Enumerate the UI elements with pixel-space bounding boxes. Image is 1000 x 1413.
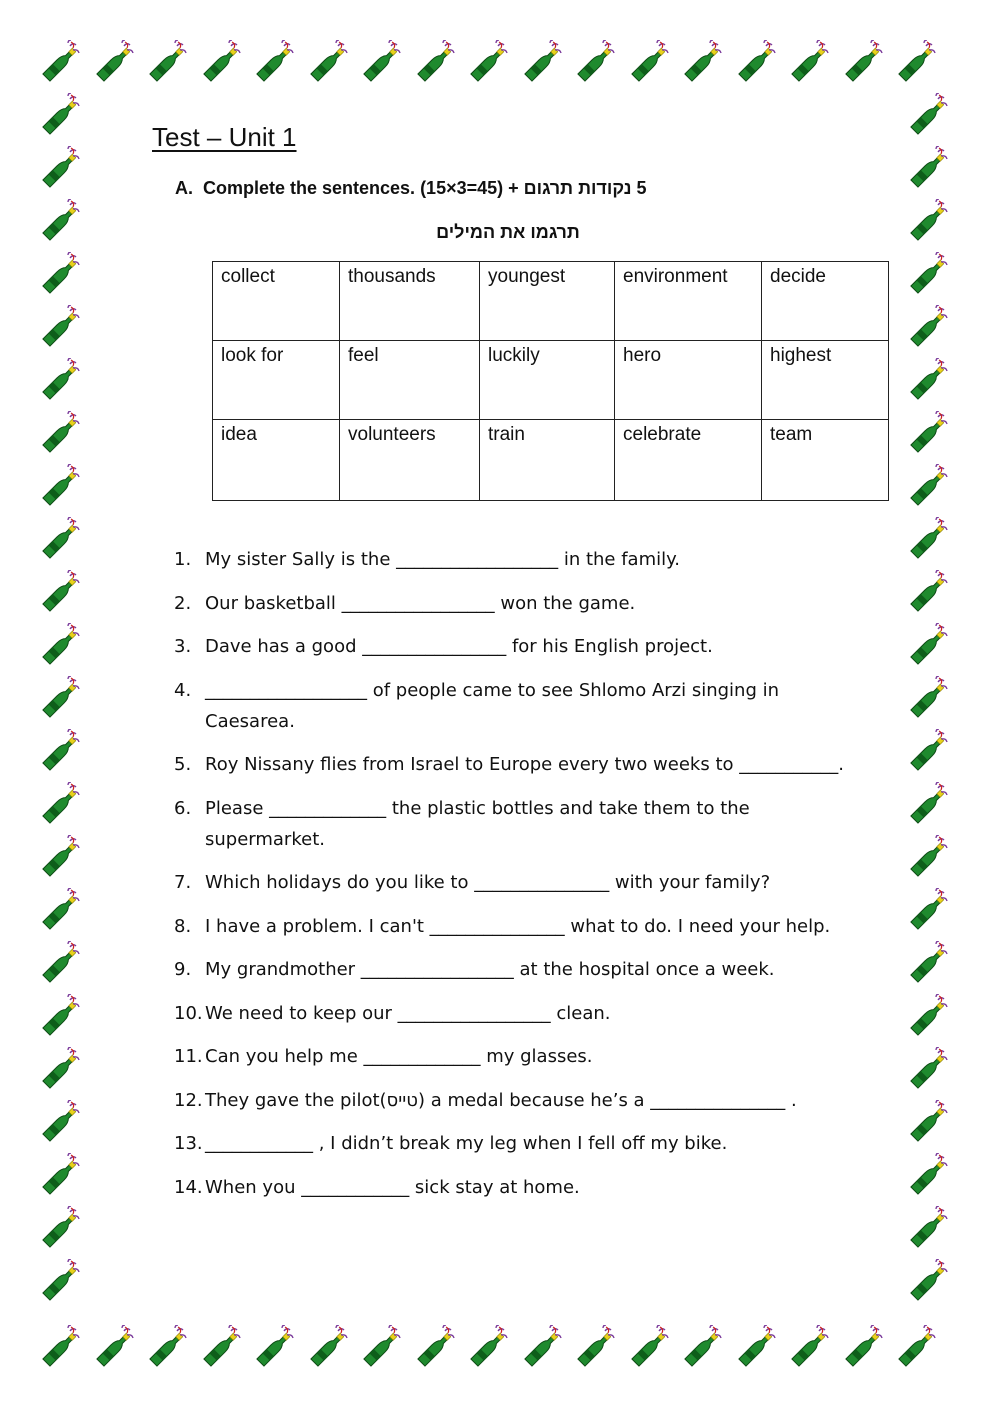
question-text: My sister Sally is the __________________ in the family. <box>205 549 680 570</box>
champagne-bottle-icon <box>201 40 245 84</box>
champagne-bottle-icon <box>908 782 952 826</box>
question-item <box>174 749 854 780</box>
champagne-bottle-icon <box>736 1325 780 1369</box>
question-number: 4. <box>174 679 192 701</box>
question-number: 11. <box>174 1046 203 1067</box>
champagne-bottle-icon <box>254 40 298 84</box>
word-bank-cell: thousands <box>340 262 480 341</box>
champagne-bottle-icon <box>908 570 952 614</box>
question-item <box>174 998 854 1029</box>
champagne-bottle-icon <box>40 676 84 720</box>
question-text: Which holidays do you like to _______________ with your family? <box>205 872 771 893</box>
champagne-bottle-icon <box>908 676 952 720</box>
word-bank-cell: feel <box>340 341 480 420</box>
champagne-bottle-icon <box>908 517 952 561</box>
champagne-bottle-icon <box>908 1047 952 1091</box>
champagne-bottle-icon <box>843 40 887 84</box>
champagne-bottle-icon <box>40 888 84 932</box>
champagne-bottle-icon <box>896 40 940 84</box>
question-text: ____________ , I didn’t break my leg when I fell off my bike. <box>205 1133 728 1154</box>
question-text: __________________ of people came to see Shlomo Arzi singing in Caesarea. <box>205 679 780 732</box>
question-text: Dave has a good ________________ for his English project. <box>205 636 713 657</box>
page-title: Test – Unit 1 <box>152 122 297 152</box>
champagne-bottle-icon <box>896 1325 940 1369</box>
champagne-bottle-icon <box>908 835 952 879</box>
champagne-bottle-icon <box>468 1325 512 1369</box>
champagne-bottle-icon <box>361 1325 405 1369</box>
champagne-bottle-icon <box>40 570 84 614</box>
word-bank-row <box>213 341 889 420</box>
champagne-bottle-icon <box>147 1325 191 1369</box>
word-bank-cell: collect <box>213 262 340 341</box>
champagne-bottle-icon <box>575 40 619 84</box>
word-bank-table <box>212 261 889 501</box>
champagne-bottle-icon <box>908 1206 952 1250</box>
question-text: My grandmother _________________ at the hospital once a week. <box>205 959 775 980</box>
word-bank-cell: team <box>762 420 889 501</box>
champagne-bottle-icon <box>40 1047 84 1091</box>
champagne-bottle-icon <box>40 517 84 561</box>
section-a-heading <box>175 178 647 199</box>
champagne-bottle-icon <box>908 623 952 667</box>
champagne-bottle-icon <box>629 40 673 84</box>
champagne-bottle-icon <box>40 782 84 826</box>
question-item <box>174 588 854 619</box>
question-item <box>174 1172 854 1203</box>
word-bank-row <box>213 262 889 341</box>
champagne-bottle-icon <box>40 941 84 985</box>
champagne-bottle-icon <box>415 1325 459 1369</box>
champagne-bottle-icon <box>908 1153 952 1197</box>
champagne-bottle-icon <box>40 146 84 190</box>
champagne-bottle-icon <box>361 40 405 84</box>
word-bank-cell: luckily <box>480 341 615 420</box>
question-number: 2. <box>174 592 192 614</box>
question-number: 5. <box>174 754 192 775</box>
question-item <box>174 631 854 662</box>
champagne-bottle-icon <box>629 1325 673 1369</box>
question-item <box>174 911 854 942</box>
champagne-bottle-icon <box>40 1206 84 1250</box>
word-bank-cell: hero <box>615 341 762 420</box>
question-item <box>174 954 854 985</box>
champagne-bottle-icon <box>40 411 84 455</box>
champagne-bottle-icon <box>40 464 84 508</box>
champagne-bottle-icon <box>40 1153 84 1197</box>
champagne-bottle-icon <box>908 729 952 773</box>
question-list <box>174 544 854 1215</box>
word-bank-cell: highest <box>762 341 889 420</box>
champagne-bottle-icon <box>40 40 84 84</box>
word-bank-cell: train <box>480 420 615 501</box>
word-bank-cell: youngest <box>480 262 615 341</box>
champagne-bottle-icon <box>40 1100 84 1144</box>
word-bank-row <box>213 420 889 501</box>
champagne-bottle-icon <box>40 729 84 773</box>
question-text: Our basketball _________________ won the game. <box>205 592 636 614</box>
question-number: 7. <box>174 872 192 893</box>
champagne-bottle-icon <box>908 888 952 932</box>
question-text: Can you help me _____________ my glasses. <box>205 1046 593 1067</box>
champagne-bottle-icon <box>908 305 952 349</box>
question-text: They gave the pilot(טייס) a medal because he’s a _______________ . <box>205 1089 797 1111</box>
word-bank-cell: idea <box>213 420 340 501</box>
champagne-bottle-icon <box>908 199 952 243</box>
question-text: Please _____________ the plastic bottles and take them to the supermarket. <box>205 797 750 850</box>
section-heading-hebrew: 5 נקודות תרגום <box>523 178 647 198</box>
champagne-bottle-icon <box>40 994 84 1038</box>
champagne-bottle-icon <box>40 93 84 137</box>
champagne-bottle-icon <box>843 1325 887 1369</box>
champagne-bottle-icon <box>682 40 726 84</box>
champagne-bottle-icon <box>522 1325 566 1369</box>
champagne-bottle-icon <box>147 40 191 84</box>
champagne-bottle-icon <box>908 146 952 190</box>
champagne-bottle-icon <box>254 1325 298 1369</box>
question-number: 12. <box>174 1089 203 1111</box>
question-item <box>174 1041 854 1072</box>
question-text: I have a problem. I can't _______________ what to do. I need your help. <box>205 915 831 937</box>
question-number: 14. <box>174 1176 203 1198</box>
section-marker: A. <box>175 178 193 198</box>
champagne-bottle-icon <box>40 1259 84 1303</box>
champagne-bottle-icon <box>789 1325 833 1369</box>
champagne-bottle-icon <box>94 1325 138 1369</box>
question-item <box>174 544 854 575</box>
question-number: 13. <box>174 1133 203 1154</box>
question-text: Roy Nissany flies from Israel to Europe every two weeks to ___________. <box>205 754 844 775</box>
champagne-bottle-icon <box>908 1259 952 1303</box>
champagne-bottle-icon <box>40 199 84 243</box>
question-number: 10. <box>174 1002 203 1024</box>
question-item <box>174 1128 854 1159</box>
champagne-bottle-icon <box>40 305 84 349</box>
champagne-bottle-icon <box>908 464 952 508</box>
champagne-bottle-icon <box>468 40 512 84</box>
champagne-bottle-icon <box>908 411 952 455</box>
champagne-bottle-icon <box>908 994 952 1038</box>
question-item <box>174 675 854 737</box>
word-bank-cell: look for <box>213 341 340 420</box>
word-bank-cell: decide <box>762 262 889 341</box>
question-item <box>174 793 854 855</box>
word-bank-cell: celebrate <box>615 420 762 501</box>
champagne-bottle-icon <box>94 40 138 84</box>
champagne-bottle-icon <box>522 40 566 84</box>
champagne-bottle-icon <box>682 1325 726 1369</box>
section-heading-english: Complete the sentences. (15×3=45) + <box>203 178 524 198</box>
champagne-bottle-icon <box>415 40 459 84</box>
champagne-bottle-icon <box>201 1325 245 1369</box>
champagne-bottle-icon <box>908 941 952 985</box>
question-text: We need to keep our _________________ clean. <box>205 1002 611 1024</box>
champagne-bottle-icon <box>789 40 833 84</box>
champagne-bottle-icon <box>308 40 352 84</box>
champagne-bottle-icon <box>40 252 84 296</box>
champagne-bottle-icon <box>908 358 952 402</box>
question-number: 6. <box>174 797 192 819</box>
word-bank-cell: volunteers <box>340 420 480 501</box>
question-item <box>174 867 854 898</box>
champagne-bottle-icon <box>908 252 952 296</box>
champagne-bottle-icon <box>908 1100 952 1144</box>
question-number: 3. <box>174 636 192 657</box>
champagne-bottle-icon <box>40 623 84 667</box>
question-item <box>174 1085 854 1116</box>
champagne-bottle-icon <box>736 40 780 84</box>
champagne-bottle-icon <box>575 1325 619 1369</box>
champagne-bottle-icon <box>308 1325 352 1369</box>
champagne-bottle-icon <box>40 358 84 402</box>
question-number: 9. <box>174 959 192 980</box>
question-number: 8. <box>174 915 192 937</box>
question-text: When you ____________ sick stay at home. <box>205 1176 580 1198</box>
champagne-bottle-icon <box>40 835 84 879</box>
champagne-bottle-icon <box>40 1325 84 1369</box>
champagne-bottle-icon <box>908 93 952 137</box>
translate-instruction: תרגמו את המילים <box>436 222 580 242</box>
question-number: 1. <box>174 549 192 570</box>
word-bank-cell: environment <box>615 262 762 341</box>
